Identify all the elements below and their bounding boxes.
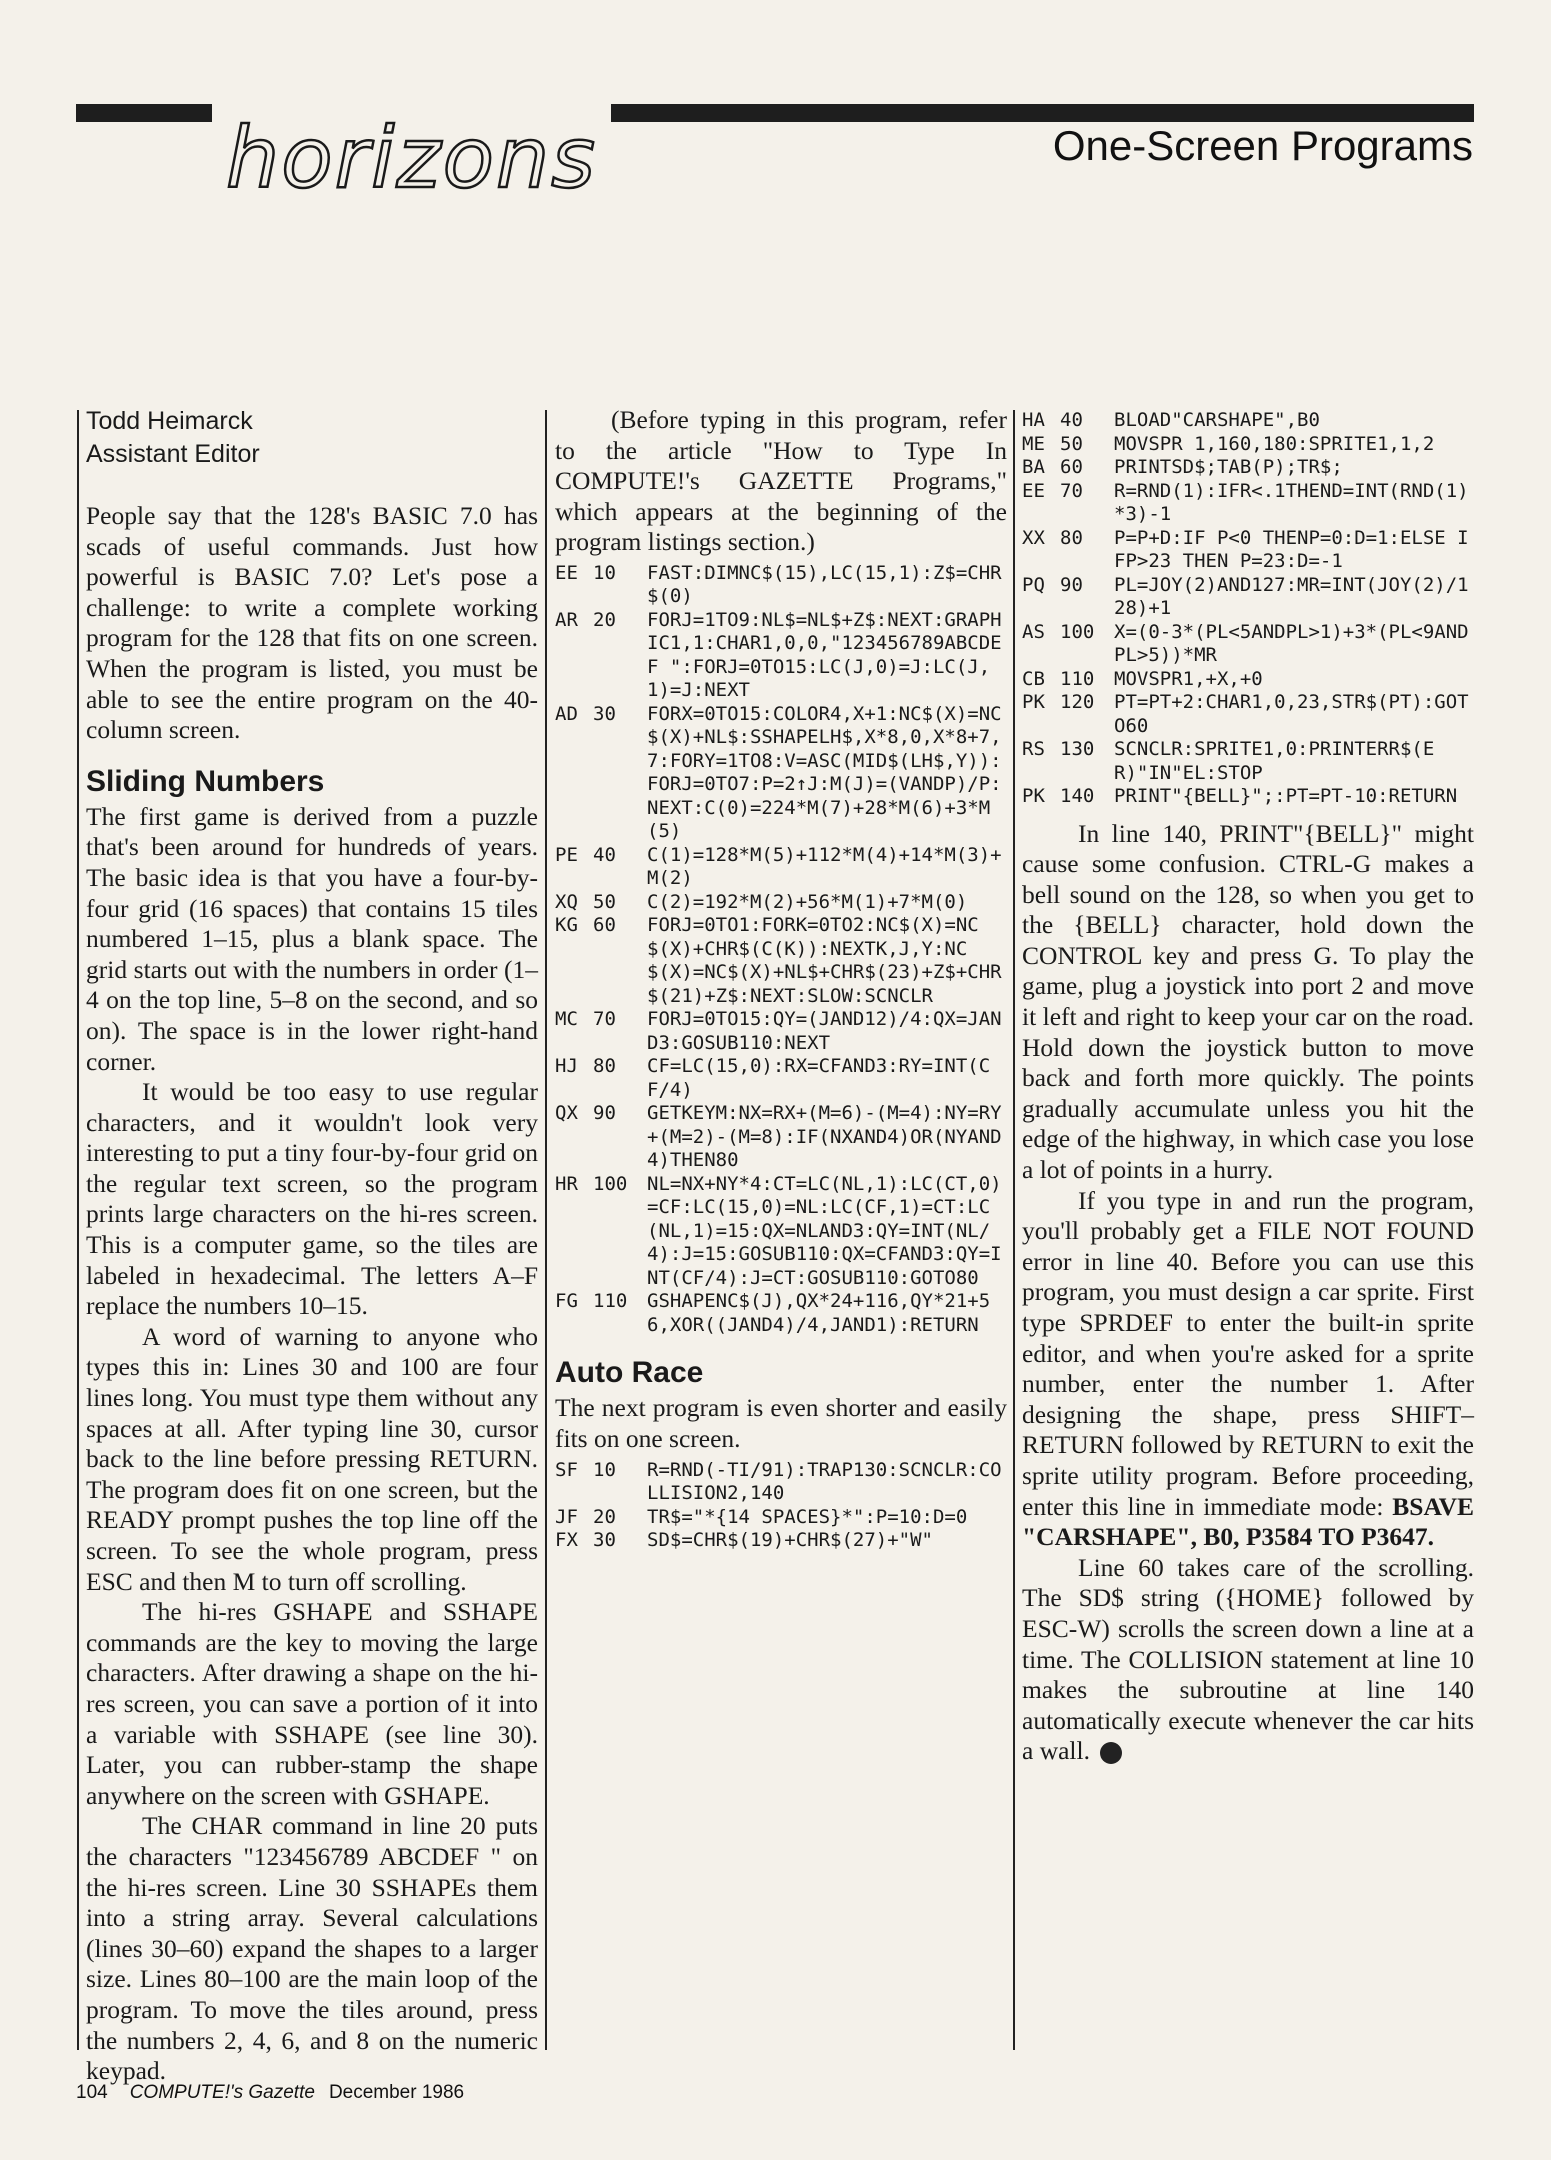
listing-line — [1022, 433, 1474, 457]
listing-line — [555, 891, 1007, 915]
listing-line — [555, 1008, 1007, 1055]
checksum: AR — [555, 608, 578, 631]
checksum: HA — [1022, 409, 1045, 431]
paragraph — [1022, 1186, 1474, 1553]
bsave-command: BSAVE "CARSHAPE", B0, P3584 TO P3647. — [1022, 1491, 1475, 1552]
code-text: FORJ=1TO9:NL$=NL$+Z$:NEXT:GRAPHIC1,1:CHAR1,0,0,"123456789ABCDEF ":FORJ=0TO15:LC(J,0)=J:LC(J,1)=J:NEXT — [647, 608, 1002, 702]
code-text: FORJ=0TO1:FORK=0TO2:NC$(X)=NC$(X)+CHR$(C(K)):NEXTK,J,Y:NC$(X)=NC$(X)+NL$+CHR$(23)+Z$+CHR$(21)+Z$:NEXT:SLOW:SCNCLR — [647, 914, 1002, 1007]
listing-line — [1022, 456, 1474, 480]
checksum: XQ — [555, 890, 578, 913]
checksum: CB — [1022, 667, 1045, 690]
paragraph: The first game is derived from a puzzle that's been around for hundreds of years. The basic idea is that you have a four-by-four grid (16 spaces) that contains 15 tiles numbered 1–15, plus a blank space. The grid starts out with the numbers in order (1–4 on the top line, 5–8 on the second, and so on). The space is in the lower right-hand corner. — [86, 801, 538, 1076]
code-text: GSHAPENC$(J),QX*24+116,QY*21+56,XOR((JAND4)/4,JAND1):RETURN — [647, 1290, 991, 1336]
code-text: PL=JOY(2)AND127:MR=INT(JOY(2)/128)+1 — [1114, 573, 1469, 619]
line-number: 140 — [1060, 785, 1095, 807]
code-text: GETKEYM:NX=RX+(M=6)-(M=4):NY=RY+(M=2)-(M=8):IF(NXAND4)OR(NYAND4)THEN80 — [647, 1102, 1002, 1172]
listing-line — [1022, 738, 1474, 785]
checksum: QX — [555, 1102, 578, 1125]
checksum: AD — [555, 702, 578, 725]
author-name: Todd Heimarck — [86, 407, 253, 435]
code-text: FAST:DIMNC$(15),LC(15,1):Z$=CHR$(0) — [647, 561, 1002, 608]
paragraph-text: If you type in and run the program, you'll probably get a FILE NOT FOUND error in line 40. Before you can use this program, you must design a car sprite. First type SPRDEF to enter the built-in sprite editor, and when you're asked for a sprite number, enter the number 1. After designing the shape, press SHIFT–RETURN followed by RETURN to exit the sprite utility program. Before proceeding, enter this line in immediate mode: — [1022, 1185, 1474, 1521]
issue-date: December 1986 — [328, 2082, 465, 2103]
line-number: 130 — [1060, 738, 1095, 760]
column-3 — [1022, 405, 1474, 2055]
listing-line — [555, 1173, 1007, 1291]
line-number: 50 — [1060, 432, 1083, 455]
line-number: 90 — [1060, 573, 1083, 596]
listing-line — [555, 1055, 1007, 1102]
listing-line — [555, 1102, 1007, 1173]
code-text: BLOAD"CARSHAPE",B0 — [1114, 409, 1320, 431]
publication-name: COMPUTE!'s Gazette — [129, 2082, 315, 2103]
checksum: RS — [1022, 738, 1045, 760]
listing-line — [1022, 574, 1474, 621]
code-text: X=(0-3*(PL<5ANDPL>1)+3*(PL<9ANDPL>5))*MR — [1114, 620, 1469, 666]
horizons-logo: horizons — [212, 104, 611, 212]
program-listing-sliding-numbers — [555, 562, 1007, 1338]
listing-line — [1022, 621, 1474, 668]
heading-auto-race: Auto Race — [555, 1356, 704, 1390]
code-text: TR$="*{14 SPACES}*":P=10:D=0 — [647, 1505, 968, 1528]
code-text: SD$=CHR$(19)+CHR$(27)+"W" — [647, 1529, 933, 1552]
listing-line — [555, 562, 1007, 609]
checksum: KG — [555, 914, 578, 937]
line-number: 70 — [1060, 479, 1083, 502]
listing-line — [555, 1506, 1007, 1530]
code-text: MOVSPR 1,160,180:SPRITE1,1,2 — [1114, 432, 1435, 455]
program-listing-auto-race — [555, 1459, 1007, 1553]
line-number: 30 — [593, 702, 616, 725]
author-role: Assistant Editor — [86, 440, 260, 468]
code-text: FORX=0TO15:COLOR4,X+1:NC$(X)=NC$(X)+NL$:SSHAPELH$,X*8,0,X*8+7,7:FORY=1TO8:V=ASC(MID$(LH$,Y)):FORJ=0TO7:P=2↑J:M(J)=(VANDP)/P:NEXT:C(0)=224*M(7)+28*M(6)+3*M(5) — [647, 702, 1002, 843]
checksum: BA — [1022, 456, 1045, 478]
column-1 — [86, 405, 538, 2086]
code-text: CF=LC(15,0):RX=CFAND3:RY=INT(CF/4) — [647, 1055, 991, 1101]
checksum: HR — [555, 1172, 578, 1195]
checksum: HJ — [555, 1055, 578, 1078]
line-number: 20 — [593, 608, 616, 631]
paragraph: It would be too easy to use regular characters, and it wouldn't look very interesting to put a tiny four-by-four grid on the regular text screen, so the program prints large characters on the hi-res screen. This is a computer game, so the tiles are labeled in hexadecimal. The letters A–F replace the numbers 10–15. — [86, 1077, 538, 1321]
column-2 — [555, 405, 1007, 2055]
checksum: AS — [1022, 620, 1045, 643]
checksum: PE — [555, 843, 578, 866]
line-number: 100 — [1060, 620, 1095, 643]
line-number: 50 — [593, 890, 616, 913]
byline — [86, 405, 538, 471]
listing-line — [555, 1459, 1007, 1506]
code-text: PRINT"{BELL}";:PT=PT-10:RETURN — [1114, 785, 1458, 807]
column-rule — [77, 410, 79, 2050]
paragraph: In line 140, PRINT"{BELL}" might cause some confusion. CTRL-G makes a bell sound on the 128, so when you get to the {BELL} character, hold down the CONTROL key and press G. To play the game, plug a joystick into port 2 and move it left and right to keep your car on the road. Hold down the joystick button to move back and forth more quickly. The points gradually accumulate unless you hit the edge of the highway, in which case you lose a lot of points in a hurry. — [1022, 818, 1474, 1185]
code-text: SCNCLR:SPRITE1,0:PRINTERR$(ER)"IN"EL:STOP — [1114, 738, 1435, 784]
checksum: EE — [1022, 479, 1045, 502]
paragraph — [1022, 1553, 1474, 1767]
code-text: FORJ=0TO15:QY=(JAND12)/4:QX=JAND3:GOSUB110:NEXT — [647, 1008, 1002, 1054]
line-number: 40 — [593, 843, 616, 866]
line-number: 90 — [593, 1102, 616, 1125]
checksum: SF — [555, 1458, 578, 1481]
code-text: C(2)=192*M(2)+56*M(1)+7*M(0) — [647, 890, 968, 913]
line-number: 110 — [1060, 667, 1095, 690]
program-listing-auto-race-continued — [1022, 409, 1474, 809]
checksum: PK — [1022, 691, 1045, 713]
checksum: PK — [1022, 785, 1045, 807]
line-number: 10 — [593, 1458, 616, 1481]
listing-line — [1022, 480, 1474, 527]
listing-line — [555, 703, 1007, 844]
listing-line — [1022, 668, 1474, 692]
code-text: C(1)=128*M(5)+112*M(4)+14*M(3)+M(2) — [647, 843, 1002, 890]
line-number: 40 — [1060, 409, 1083, 431]
line-number: 100 — [593, 1172, 628, 1195]
code-text: PRINTSD$;TAB(P);TR$; — [1114, 456, 1343, 478]
listing-line — [555, 844, 1007, 891]
heading-sliding-numbers: Sliding Numbers — [86, 764, 325, 798]
checksum: ME — [1022, 432, 1045, 455]
intro-paragraph: People say that the 128's BASIC 7.0 has scads of useful commands. Just how powerful is BASIC 7.0? Let's pose a challenge: to write a complete working program for the 128 that fits on one screen. When the program is listed, you must be able to see the entire program on the 40-column screen. — [86, 501, 538, 745]
line-number: 110 — [593, 1290, 628, 1313]
line-number: 10 — [593, 561, 616, 584]
checksum: PQ — [1022, 573, 1045, 596]
column-rule — [1013, 410, 1015, 2050]
listing-line — [1022, 409, 1474, 433]
paragraph: The hi-res GSHAPE and SSHAPE commands are the key to moving the large characters. After drawing a shape on the hi-res screen, you can save a portion of it into a variable with SSHAPE (see line 30). Later, you can rubber-stamp the shape anywhere on the screen with GSHAPE. — [86, 1597, 538, 1810]
paragraph: The CHAR command in line 20 puts the characters "123456789 ABCDEF " on the hi-res screen. Line 30 SSHAPEs them into a string array. Several calculations (lines 30–60) expand the shapes to a larger size. Lines 80–100 are the main loop of the program. To move the tiles around, press the numbers 2, 4, 6, and 8 on the numeric keypad. — [86, 1811, 538, 2086]
listing-line — [1022, 785, 1474, 809]
column-rule — [545, 410, 547, 2050]
listing-line — [555, 1290, 1007, 1337]
code-text: R=RND(-TI/91):TRAP130:SCNCLR:COLLISION2,140 — [647, 1458, 1002, 1505]
line-number: 80 — [593, 1055, 616, 1078]
checksum: XX — [1022, 526, 1045, 549]
paragraph: The next program is even shorter and easily fits on one screen. — [555, 1393, 1007, 1454]
code-text: PT=PT+2:CHAR1,0,23,STR$(PT):GOTO60 — [1114, 691, 1469, 737]
checksum: FG — [555, 1290, 578, 1313]
listing-line — [555, 914, 1007, 1008]
code-text: R=RND(1):IFR<.1THEND=INT(RND(1)*3)-1 — [1114, 479, 1469, 525]
line-number: 80 — [1060, 526, 1083, 549]
line-number: 20 — [593, 1505, 616, 1528]
listing-line — [555, 609, 1007, 703]
checksum: EE — [555, 561, 578, 584]
line-number: 60 — [1060, 456, 1083, 478]
paragraph: (Before typing in this program, refer to the article "How to Type In COMPUTE!'s GAZETTE Programs," which appears at the beginning of the program listings section.) — [555, 405, 1007, 557]
listing-line — [555, 1529, 1007, 1553]
section-title: One-Screen Programs — [1052, 122, 1473, 169]
page-number: 104 — [76, 2082, 108, 2103]
code-text: MOVSPR1,+X,+0 — [1114, 667, 1263, 690]
line-number: 70 — [593, 1008, 616, 1031]
code-text: P=P+D:IF P<0 THENP=0:D=1:ELSE IFP>23 THEN P=23:D=-1 — [1114, 526, 1469, 572]
code-text: NL=NX+NY*4:CT=LC(NL,1):LC(CT,0)=CF:LC(15,0)=NL:LC(CF,1)=CT:LC(NL,1)=15:QX=NLAND3:QY=INT(NL/4):J=15:GOSUB110:QX=CFAND3:QY=INT(CF/4):J=CT:GOSUB110:GOTO80 — [647, 1172, 1002, 1289]
checksum: JF — [555, 1505, 578, 1528]
line-number: 120 — [1060, 691, 1095, 713]
listing-line — [1022, 691, 1474, 738]
page-footer — [76, 2082, 464, 2104]
paragraph-text: Line 60 takes care of the scrolling. The SD$ string ({HOME} followed by ESC-W) scrolls the screen down a line at a time. The COLLISION statement at line 10 makes the subroutine at line 140 automatically execute whenever the car hits a wall. — [1022, 1552, 1474, 1766]
checksum: FX — [555, 1529, 578, 1552]
line-number: 60 — [593, 914, 616, 937]
checksum: MC — [555, 1008, 578, 1031]
line-number: 30 — [593, 1529, 616, 1552]
paragraph: A word of warning to anyone who types this in: Lines 30 and 100 are four lines long. You must type them without any spaces at all. After typing line 30, cursor back to the line before pressing RETURN. The program does fit on one screen, but the READY prompt pushes the top line off the screen. To see the whole program, press ESC and then M to turn off scrolling. — [86, 1321, 538, 1596]
end-of-article-icon — [1100, 1742, 1122, 1764]
listing-line — [1022, 527, 1474, 574]
